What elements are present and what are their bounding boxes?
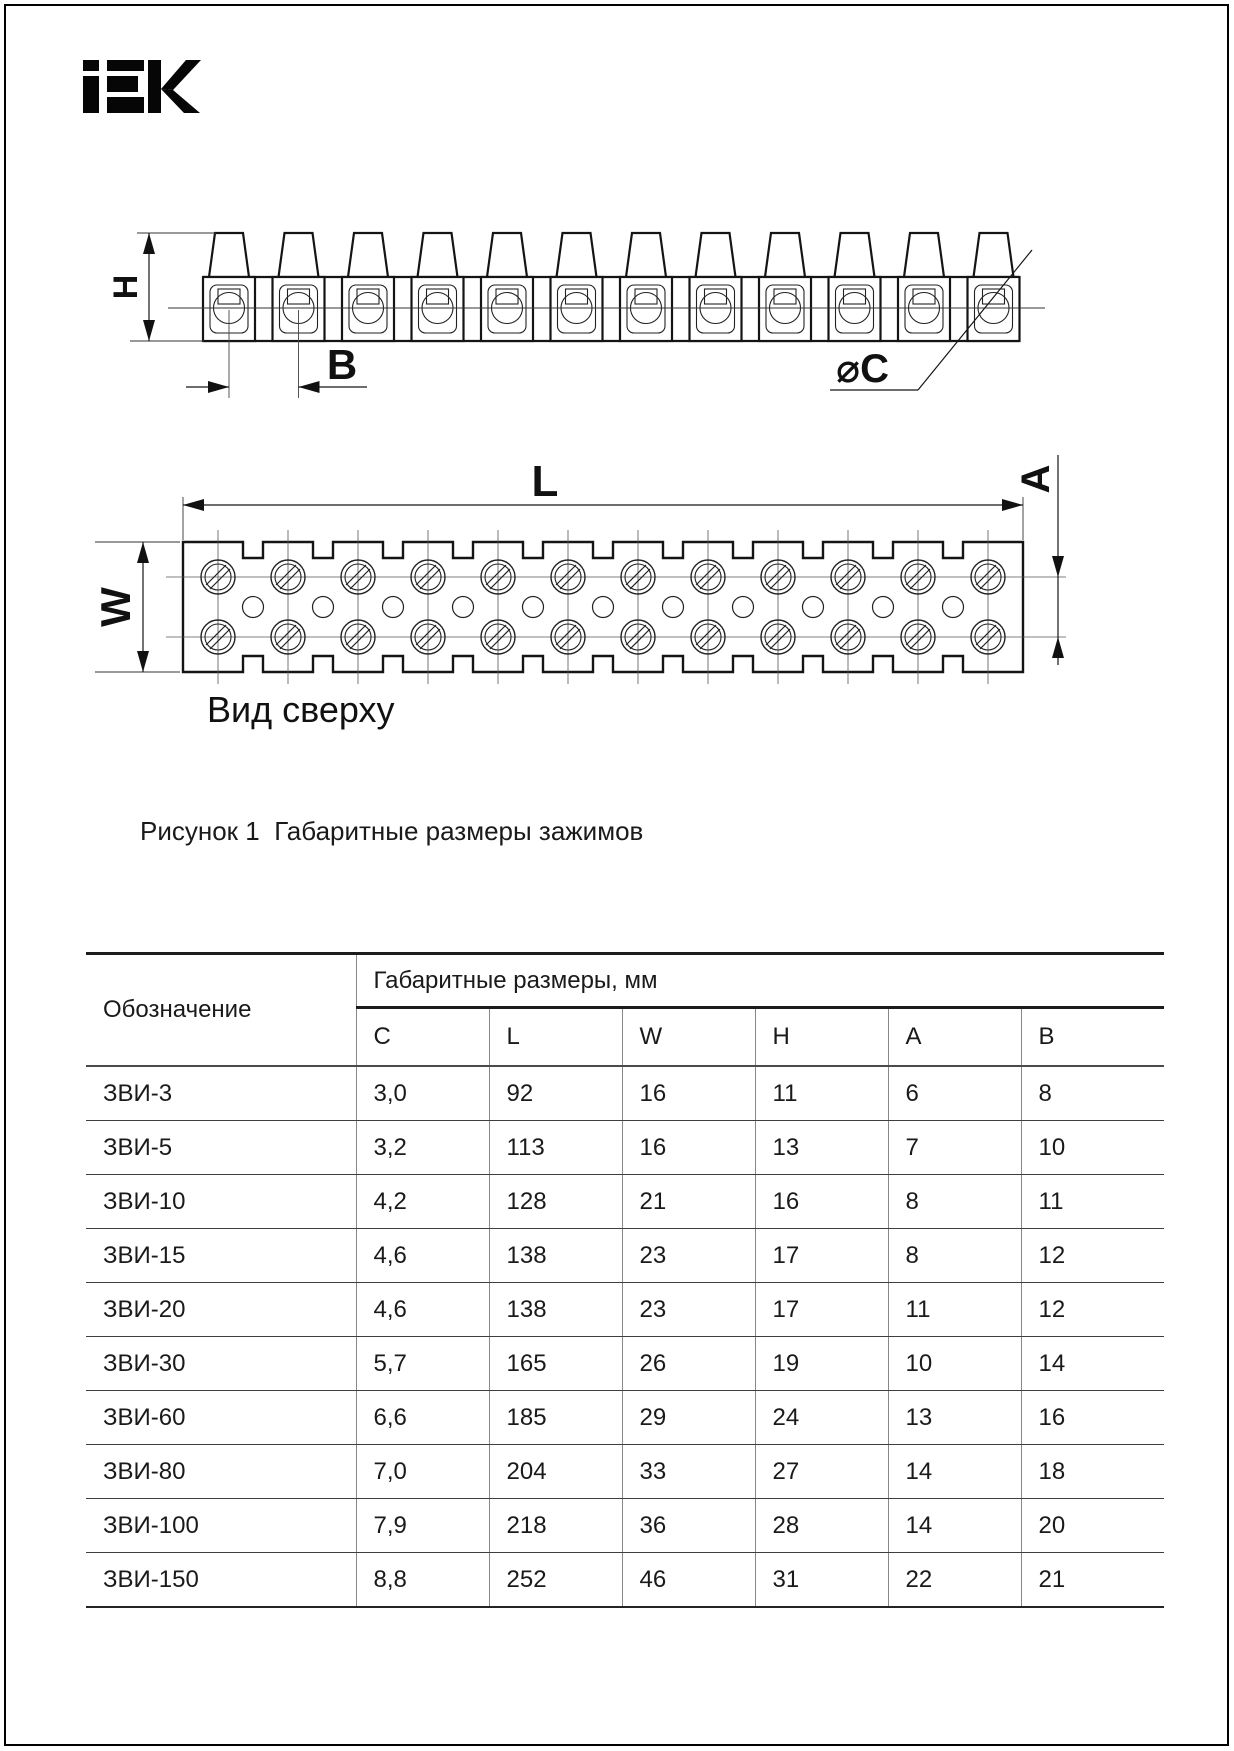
side-view-drawing (107, 233, 1045, 398)
table-row (86, 1499, 1164, 1553)
value-cell: 7,9 (356, 1499, 489, 1553)
value-cell: 28 (755, 1499, 888, 1553)
col-header-a: A (888, 1008, 1021, 1067)
table-header-row (86, 954, 1164, 1008)
value-cell: 36 (622, 1499, 755, 1553)
value-cell: 23 (622, 1229, 755, 1283)
table-row (86, 1337, 1164, 1391)
value-cell: 128 (489, 1175, 622, 1229)
value-cell: 13 (888, 1391, 1021, 1445)
value-cell: 6,6 (356, 1391, 489, 1445)
value-cell: 12 (1021, 1283, 1164, 1337)
row-label-cell: ЗВИ-60 (86, 1391, 356, 1445)
value-cell: 24 (755, 1391, 888, 1445)
row-label-cell: ЗВИ-100 (86, 1499, 356, 1553)
row-label-cell: ЗВИ-30 (86, 1337, 356, 1391)
row-label-cell: ЗВИ-10 (86, 1175, 356, 1229)
value-cell: 21 (1021, 1553, 1164, 1608)
value-cell: 8 (888, 1229, 1021, 1283)
value-cell: 218 (489, 1499, 622, 1553)
col-header-w: W (622, 1008, 755, 1067)
value-cell: 4,6 (356, 1283, 489, 1337)
value-cell: 13 (755, 1121, 888, 1175)
value-cell: 8 (1021, 1066, 1164, 1121)
value-cell: 92 (489, 1066, 622, 1121)
value-cell: 14 (888, 1445, 1021, 1499)
dim-label-b: B (326, 341, 358, 388)
value-cell: 18 (1021, 1445, 1164, 1499)
value-cell: 185 (489, 1391, 622, 1445)
col-header-group: Габаритные размеры, мм (356, 954, 1164, 1008)
value-cell: 3,2 (356, 1121, 489, 1175)
table-row (86, 1283, 1164, 1337)
value-cell: 20 (1021, 1499, 1164, 1553)
value-cell: 23 (622, 1283, 755, 1337)
dim-label-l: L (531, 457, 559, 506)
value-cell: 21 (622, 1175, 755, 1229)
value-cell: 16 (755, 1175, 888, 1229)
value-cell: 4,2 (356, 1175, 489, 1229)
row-label-cell: ЗВИ-3 (86, 1066, 356, 1121)
dim-L (183, 457, 1023, 540)
col-header-l: L (489, 1008, 622, 1067)
row-label-cell: ЗВИ-150 (86, 1553, 356, 1608)
dim-label-a: A (1014, 464, 1058, 494)
table-row (86, 1391, 1164, 1445)
table-row (86, 1229, 1164, 1283)
dim-label-w: W (92, 587, 139, 627)
value-cell: 31 (755, 1553, 888, 1608)
col-header-c: C (356, 1008, 489, 1067)
value-cell: 6 (888, 1066, 1021, 1121)
value-cell: 12 (1021, 1229, 1164, 1283)
row-label-cell: ЗВИ-5 (86, 1121, 356, 1175)
table-row (86, 1553, 1164, 1608)
value-cell: 22 (888, 1553, 1021, 1608)
table-row (86, 1121, 1164, 1175)
top-view-drawing (92, 455, 1066, 730)
value-cell: 204 (489, 1445, 622, 1499)
value-cell: 19 (755, 1337, 888, 1391)
table-row (86, 1066, 1164, 1121)
value-cell: 16 (1021, 1391, 1164, 1445)
dim-label-c: ⌀C (836, 347, 889, 391)
row-label-cell: ЗВИ-20 (86, 1283, 356, 1337)
top-view-label: Вид сверху (207, 689, 395, 730)
value-cell: 11 (888, 1283, 1021, 1337)
value-cell: 10 (888, 1337, 1021, 1391)
value-cell: 26 (622, 1337, 755, 1391)
col-header-b: B (1021, 1008, 1164, 1067)
value-cell: 16 (622, 1066, 755, 1121)
value-cell: 8,8 (356, 1553, 489, 1608)
figure-caption: Рисунок 1 Габаритные размеры зажимов (140, 816, 644, 846)
value-cell: 8 (888, 1175, 1021, 1229)
value-cell: 3,0 (356, 1066, 489, 1121)
value-cell: 165 (489, 1337, 622, 1391)
value-cell: 10 (1021, 1121, 1164, 1175)
value-cell: 33 (622, 1445, 755, 1499)
value-cell: 27 (755, 1445, 888, 1499)
value-cell: 17 (755, 1229, 888, 1283)
row-label-cell: ЗВИ-80 (86, 1445, 356, 1499)
col-header-h: H (755, 1008, 888, 1067)
value-cell: 14 (1021, 1337, 1164, 1391)
value-cell: 7 (888, 1121, 1021, 1175)
value-cell: 7,0 (356, 1445, 489, 1499)
value-cell: 11 (1021, 1175, 1164, 1229)
value-cell: 138 (489, 1229, 622, 1283)
value-cell: 46 (622, 1553, 755, 1608)
value-cell: 16 (622, 1121, 755, 1175)
value-cell: 11 (755, 1066, 888, 1121)
value-cell: 138 (489, 1283, 622, 1337)
value-cell: 17 (755, 1283, 888, 1337)
dimensions-table (86, 952, 1164, 1608)
value-cell: 113 (489, 1121, 622, 1175)
table-row (86, 1445, 1164, 1499)
value-cell: 29 (622, 1391, 755, 1445)
col-header-designation: Обозначение (86, 954, 356, 1067)
row-label-cell: ЗВИ-15 (86, 1229, 356, 1283)
value-cell: 252 (489, 1553, 622, 1608)
value-cell: 5,7 (356, 1337, 489, 1391)
dim-W (92, 542, 180, 672)
value-cell: 14 (888, 1499, 1021, 1553)
value-cell: 4,6 (356, 1229, 489, 1283)
dim-label-h: H (107, 274, 145, 300)
dim-H (107, 233, 216, 341)
table-row (86, 1175, 1164, 1229)
